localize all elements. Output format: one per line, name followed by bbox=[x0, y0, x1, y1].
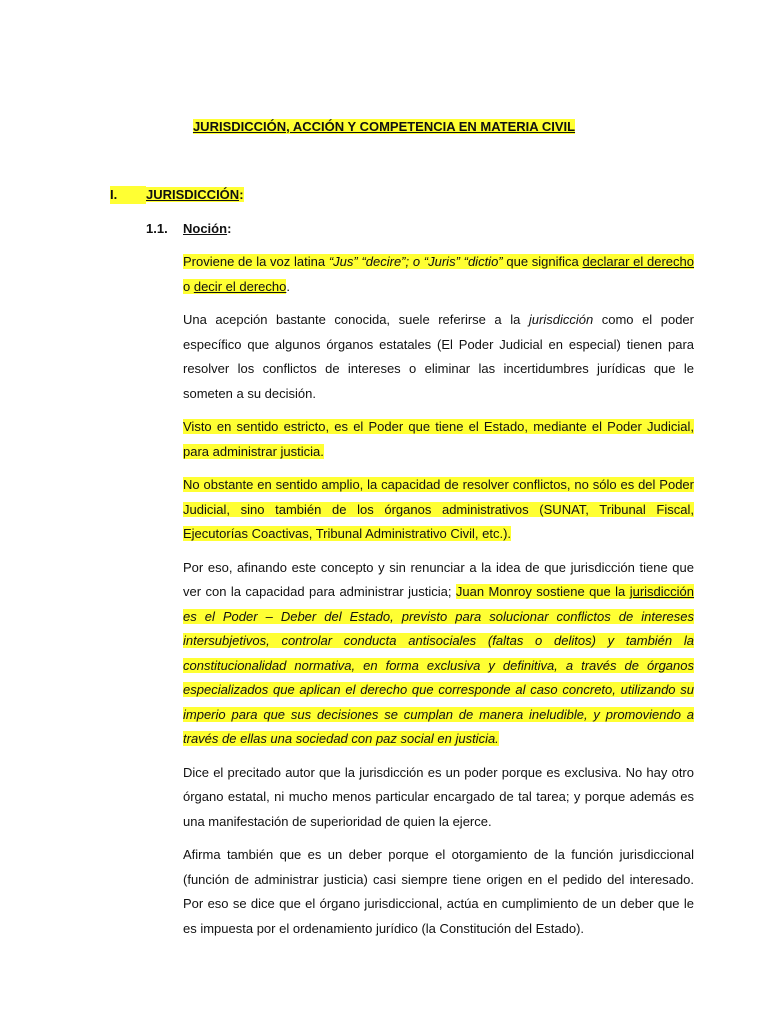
p1-text-e: o bbox=[183, 278, 194, 294]
p4-text: No obstante en sentido amplio, la capacidad de resolver conflictos, no sólo es del Poder Judicial, sino también de los órganos administrativos (SUNAT, Tribunal Fiscal, Ejecutorías Coactivas, Tribunal Administrativo Civil, etc.). bbox=[183, 477, 694, 541]
p5-monroy-intro: Juan Monroy sostiene que la bbox=[455, 584, 630, 599]
section-colon: : bbox=[239, 187, 244, 202]
p2-text-a: Una acepción bastante conocida, suele referirse a la bbox=[183, 312, 529, 327]
section-number: I. bbox=[110, 186, 146, 204]
paragraph-acepcion bbox=[183, 308, 694, 406]
p6-text: Dice el precitado autor que la jurisdicción es un poder porque es exclusiva. No hay otro órgano estatal, ni mucho menos particular encargado de tal tarea; y porque además es una manifestación de superioridad de quien la ejerce. bbox=[183, 764, 694, 829]
p7-text: Afirma también que es un deber porque el otorgamiento de la función jurisdiccional (función de administrar justicia) casi siempre tiene origen en el pedido del interesado. Por eso se dice que el órgano jurisdiccional, actúa en cumplimiento de un deber que le es impuesta por el ordenamiento jurídico (la Constitución del Estado). bbox=[183, 847, 694, 936]
p5-definition: es el Poder – Deber del Estado, previsto para solucionar conflictos de intereses intersubjetivos, controlar conducta antisociales (faltas o delitos) y también la constitucionalidad normativa, en forma exclusiva y definitiva, a través de órganos especializados que aplican el derecho que corresponde al caso concreto, utilizando su imperio para que sus decisiones se cumplan de manera ineludible, y promoviendo a través de ellas una sociedad con paz social en justicia. bbox=[183, 608, 694, 746]
subsection-title: Noción bbox=[183, 221, 228, 236]
subsection-colon: : bbox=[227, 221, 232, 236]
paragraph-sentido-estricto bbox=[183, 415, 694, 464]
p1-declarar-el-derecho: declarar el derecho bbox=[582, 254, 694, 269]
document-body bbox=[183, 250, 694, 950]
p2-jurisdiccion-term: jurisdicción bbox=[528, 312, 594, 327]
p1-text-a: Proviene de la voz latina bbox=[183, 254, 329, 269]
section-heading bbox=[110, 186, 244, 204]
p1-text-c: que significa bbox=[502, 254, 583, 269]
paragraph-etymology bbox=[183, 250, 694, 299]
p3-text: Visto en sentido estricto, es el Poder que tiene el Estado, mediante el Poder Judicial, para administrar justicia. bbox=[183, 419, 694, 459]
section-title: JURISDICCIÓN bbox=[146, 187, 240, 202]
p5-text-a: Por eso, afinando este concepto y sin renunciar a la idea de que jurisdicción tiene que ver con la capacidad para administrar justicia; bbox=[183, 559, 694, 599]
p1-latin-terms: “Jus” “decire”; o “Juris” “dictio” bbox=[328, 254, 503, 269]
p2-text-c: como el poder específico que algunos órganos estatales (El Poder Judicial en especial) tienen para resolver los conflictos de intereses o eliminar las incertidumbres jurídicas que le someten a su decisión. bbox=[183, 312, 694, 401]
paragraph-sentido-amplio bbox=[183, 473, 694, 547]
document-title-text: JURISDICCIÓN, ACCIÓN Y COMPETENCIA EN MATERIA CIVIL bbox=[192, 119, 576, 134]
paragraph-deber bbox=[183, 843, 694, 941]
paragraph-poder bbox=[183, 761, 694, 835]
document-title bbox=[0, 118, 768, 136]
p1-decir-el-derecho: decir el derecho bbox=[193, 278, 287, 294]
subsection-heading bbox=[146, 220, 231, 238]
paragraph-monroy-definition bbox=[183, 556, 694, 752]
p1-text-g: . bbox=[286, 278, 290, 294]
subsection-number: 1.1. bbox=[146, 221, 168, 236]
p5-jurisdiccion-term: jurisdicción bbox=[629, 584, 695, 599]
